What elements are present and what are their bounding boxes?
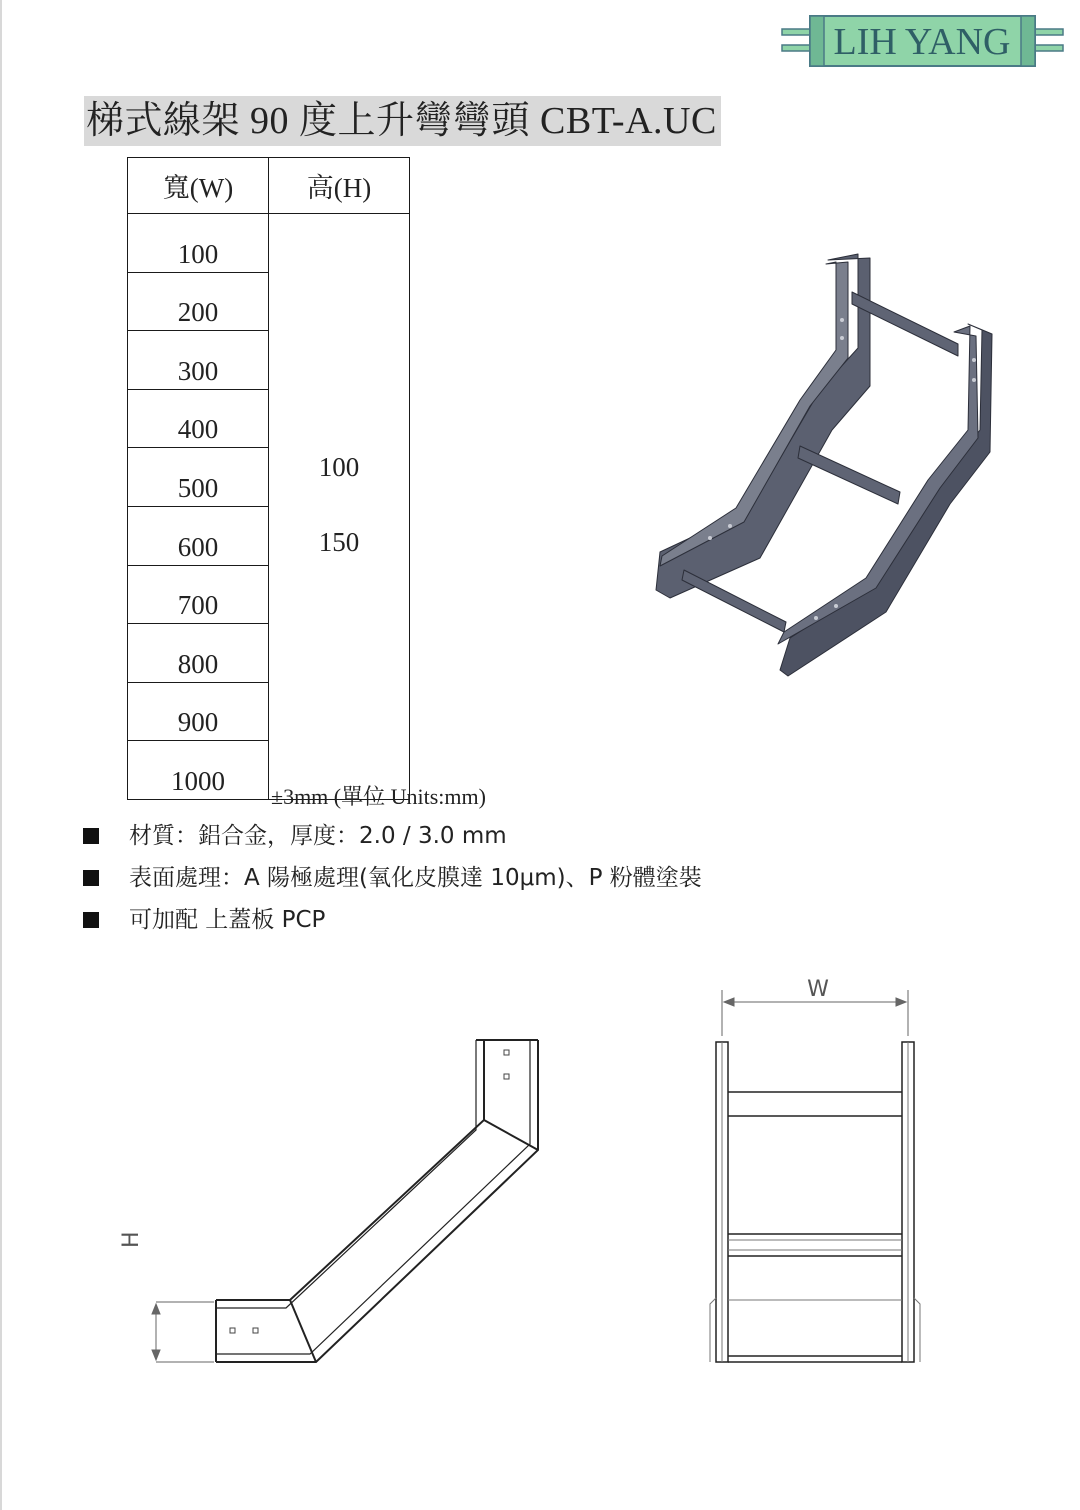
side-view-drawing — [110, 1030, 570, 1380]
dimension-h-label: H — [119, 1231, 144, 1248]
width-value: 500 — [128, 448, 269, 507]
width-value: 1000 — [128, 741, 269, 800]
height-value: 100 — [318, 452, 360, 483]
header-height: 高(H) — [269, 158, 410, 214]
width-value: 900 — [128, 682, 269, 741]
list-item — [80, 815, 702, 857]
tolerance-note: ±3mm (單位 Units:mm) — [271, 784, 486, 809]
width-value: 800 — [128, 624, 269, 683]
logo-text: LIH YANG — [833, 21, 1011, 63]
bullet-text: 可加配 上蓋板 PCP — [129, 907, 326, 933]
spec-table — [127, 157, 410, 800]
bullet-square-icon — [83, 828, 99, 844]
width-value: 300 — [128, 331, 269, 390]
header-width: 寬(W) — [128, 158, 269, 214]
height-values-cell — [269, 214, 410, 800]
bullet-square-icon — [83, 912, 99, 928]
width-value: 200 — [128, 272, 269, 331]
page-title: 梯式線架 90 度上升彎彎頭 CBT-A.UC — [84, 96, 721, 146]
spec-bullets — [80, 815, 702, 941]
spec-table-header-row — [128, 158, 410, 214]
bullet-text: 材質：鋁合金，厚度：2.0 / 3.0 mm — [129, 823, 507, 849]
list-item — [80, 899, 702, 941]
table-row — [128, 214, 410, 273]
width-value: 600 — [128, 506, 269, 565]
list-item — [80, 857, 702, 899]
width-value: 700 — [128, 565, 269, 624]
bullet-text: 表面處理：A 陽極處理(氧化皮膜達 10μm)、P 粉體塗裝 — [129, 865, 702, 891]
lih-yang-logo — [780, 12, 1065, 70]
dimension-w-label: W — [807, 977, 829, 1002]
width-value: 400 — [128, 389, 269, 448]
width-value: 100 — [128, 214, 269, 273]
bullet-square-icon — [83, 870, 99, 886]
isometric-product-image — [640, 240, 1000, 680]
front-view-drawing — [700, 960, 930, 1380]
height-value: 150 — [318, 527, 360, 558]
page-border — [0, 0, 2, 1510]
